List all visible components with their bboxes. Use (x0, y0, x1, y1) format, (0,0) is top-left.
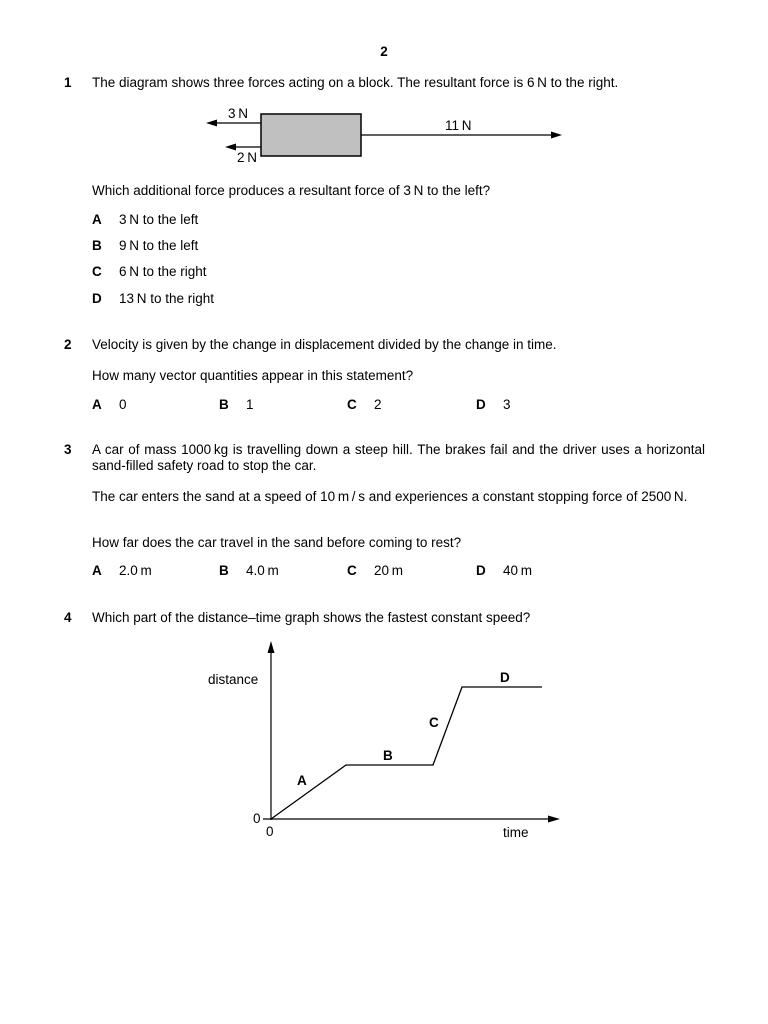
question-2-stem: Velocity is given by the change in displacement divided by the change in time. (92, 337, 557, 352)
q2-option-a-text: 0 (119, 397, 127, 412)
segment-label-d: D (500, 670, 510, 685)
question-4-number: 4 (64, 610, 72, 625)
q1-option-d-label: D (92, 291, 102, 306)
question-3-prompt: How far does the car travel in the sand before coming to rest? (92, 535, 462, 550)
question-1-stem: The diagram shows three forces acting on a block. The resultant force is 6 N to the right. (92, 75, 619, 90)
q3-option-c-label: C (347, 563, 357, 578)
question-3-number: 3 (64, 442, 72, 457)
force-label-11n: 11 N (445, 118, 472, 133)
origin-x-label: 0 (266, 824, 274, 839)
q2-option-c-text: 2 (374, 397, 382, 412)
force-label-3n: 3 N (228, 106, 248, 121)
q2-option-b-label: B (219, 397, 229, 412)
q1-option-c-text: 6 N to the right (119, 264, 207, 279)
q1-option-a-label: A (92, 212, 102, 227)
q3-option-a-label: A (92, 563, 102, 578)
question-1-prompt: Which additional force produces a resultant force of 3 N to the left? (92, 183, 491, 198)
q3-option-d-text: 40 m (503, 563, 532, 578)
question-4-stem: Which part of the distance–time graph shows the fastest constant speed? (92, 610, 531, 625)
q2-option-a-label: A (92, 397, 102, 412)
q1-option-a-text: 3 N to the left (119, 212, 199, 227)
q2-option-d-label: D (476, 397, 486, 412)
question-2-number: 2 (64, 337, 72, 352)
force-label-2n: 2 N (237, 150, 257, 165)
q1-option-c-label: C (92, 264, 102, 279)
q1-option-b-label: B (92, 238, 102, 253)
q2-option-b-text: 1 (246, 397, 254, 412)
q3-option-a-text: 2.0 m (119, 563, 152, 578)
q2-option-c-label: C (347, 397, 357, 412)
q1-option-d-text: 13 N to the right (119, 291, 215, 306)
x-axis-label: time (503, 825, 529, 840)
q3-option-c-text: 20 m (374, 563, 403, 578)
y-axis-label: distance (208, 672, 259, 687)
segment-label-c: C (429, 715, 439, 730)
x-axis-arrowhead (548, 816, 560, 823)
page-number: 2 (380, 44, 388, 59)
question-2-prompt: How many vector quantities appear in this statement? (92, 368, 414, 383)
q3-option-d-label: D (476, 563, 486, 578)
q3-option-b-text: 4.0 m (246, 563, 279, 578)
q3-option-b-label: B (219, 563, 229, 578)
distance-time-line (271, 687, 542, 819)
y-axis-arrowhead (268, 641, 275, 653)
q1-option-b-text: 9 N to the left (119, 238, 199, 253)
q2-option-d-text: 3 (503, 397, 511, 412)
question-3-paragraph-1: A car of mass 1000 kg is travelling down a steep hill. The brakes fail and the driver uses a horizontal sand-filled safety road to stop the car. (92, 442, 705, 473)
segment-label-b: B (383, 748, 393, 763)
question-1-number: 1 (64, 75, 72, 90)
question-3-paragraph-2: The car enters the sand at a speed of 10 m / s and experiences a constant stopping force of 2500 N. (92, 489, 688, 504)
segment-label-a: A (297, 773, 307, 788)
origin-y-label: 0 (253, 811, 261, 826)
